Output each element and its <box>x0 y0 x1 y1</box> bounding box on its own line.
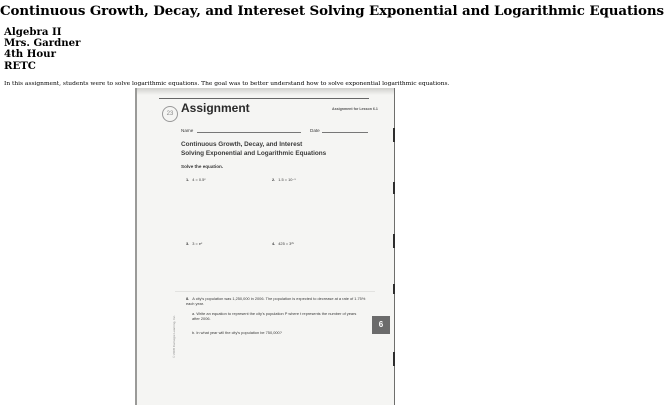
page-edge-mark <box>393 128 395 142</box>
copyright-notice: © 2008 Carnegie Learning, Inc. <box>172 314 176 358</box>
chapter-tab: 6 <box>372 316 390 334</box>
scan-header-rule <box>159 98 369 99</box>
worksheet-heading: Assignment <box>181 101 250 115</box>
problem-8 <box>186 296 366 307</box>
problem-text: 1.5 = 10⁻ˣ <box>278 177 296 182</box>
problem-3 <box>186 241 202 246</box>
class-hour: 4th Hour <box>4 48 56 61</box>
class-info <box>4 27 81 72</box>
page-edge-mark <box>393 352 395 366</box>
problem-text: A city's population was 1,250,000 in 2006. The population is expected to decrease at a rate of 1.75% each year. <box>186 296 366 307</box>
page-edge-mark <box>393 234 395 248</box>
lesson-badge: 23 <box>162 106 178 122</box>
worksheet-title-line1: Continuous Growth, Decay, and Interest <box>181 141 303 148</box>
problem-1 <box>186 177 206 182</box>
problem-number: 3. <box>186 241 190 246</box>
problem-number: 4. <box>272 241 276 246</box>
page-title: Continuous Growth, Decay, and Intereset Solving Exponential and Logarithmic Equations <box>0 3 664 19</box>
scan-right-margin <box>395 88 405 405</box>
course-name: Algebra II <box>4 26 62 38</box>
scan-top-shadow <box>135 88 405 95</box>
problem-number: 2. <box>272 177 276 182</box>
instruction: Solve the equation. <box>181 164 224 169</box>
worksheet-scan-image <box>135 88 405 405</box>
problem-8a: a. Write an equation to represent the city's population P where t represents the number of years after 2006. <box>192 311 357 322</box>
worksheet-title-line2: Solving Exponential and Logarithmic Equations <box>181 149 327 157</box>
section-divider <box>175 291 375 292</box>
problem-number: 1. <box>186 177 190 182</box>
page-edge-mark <box>393 182 395 194</box>
scan-left-edge <box>135 88 137 405</box>
problem-4 <box>272 241 294 246</box>
name-blank <box>197 132 301 133</box>
worksheet-title <box>181 141 326 158</box>
problem-number: 8. <box>186 296 190 301</box>
date-blank <box>322 132 368 133</box>
problem-2 <box>272 177 296 182</box>
date-label: Date <box>310 128 320 133</box>
page-edge-mark <box>393 284 395 294</box>
worksheet-subheading: Assignment for Lesson 6.1 <box>332 107 378 111</box>
teacher-name: Mrs. Gardner <box>4 37 81 50</box>
problem-text: 3 = eˣ <box>192 241 203 246</box>
name-label: Name <box>181 128 194 133</box>
program-name: RETC <box>4 59 36 72</box>
intro-paragraph: In this assignment, students were to solve logarithmic equations. The goal was to better understand how to solve exponential logarithmic equations. <box>4 81 450 87</box>
problem-text: 425 = 3²ˣ <box>278 241 294 246</box>
problem-8b: b. In what year will the city's population be 750,000? <box>192 330 282 335</box>
problem-text: 4 = 0.5ˣ <box>192 177 206 182</box>
